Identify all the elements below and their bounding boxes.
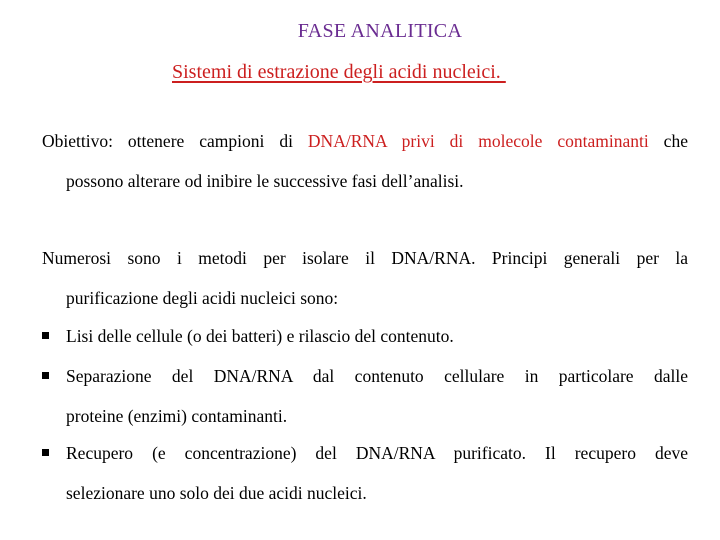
objective-highlight: DNA/RNA privi di molecole contaminanti bbox=[307, 131, 649, 151]
square-bullet-icon bbox=[42, 332, 49, 339]
objective-suffix: che bbox=[648, 131, 688, 151]
objective-paragraph bbox=[42, 121, 688, 201]
objective-line-2: possono alterare od inibire le successive fasi dell’analisi. bbox=[66, 171, 464, 191]
bullet-line: proteine (enzimi) contaminanti. bbox=[66, 406, 288, 426]
methods-paragraph bbox=[42, 238, 688, 318]
bullet-item-lisi bbox=[42, 316, 688, 356]
bullet-item-separazione bbox=[42, 356, 688, 436]
objective-prefix: Obiettivo: ottenere campioni di bbox=[42, 131, 308, 151]
objective-line-1 bbox=[42, 121, 688, 161]
square-bullet-icon bbox=[42, 449, 49, 456]
bullet-line: Lisi delle cellule (o dei batteri) e rilascio del contenuto. bbox=[66, 326, 454, 346]
slide-title: FASE ANALITICA bbox=[297, 20, 463, 42]
bullet-line: selezionare uno solo dei due acidi nucleici. bbox=[66, 483, 367, 503]
methods-line-2: purificazione degli acidi nucleici sono: bbox=[66, 288, 339, 308]
square-bullet-icon bbox=[42, 372, 49, 379]
bullet-line: Recupero (e concentrazione) del DNA/RNA purificato. Il recupero deve bbox=[66, 443, 688, 463]
slide-subtitle: Sistemi di estrazione degli acidi nucleici. bbox=[172, 61, 506, 83]
bullet-item-recupero bbox=[42, 433, 688, 513]
methods-line-1: Numerosi sono i metodi per isolare il DNA/RNA. Principi generali per la bbox=[42, 248, 688, 268]
bullet-line: Separazione del DNA/RNA dal contenuto cellulare in particolare dalle bbox=[66, 366, 688, 386]
